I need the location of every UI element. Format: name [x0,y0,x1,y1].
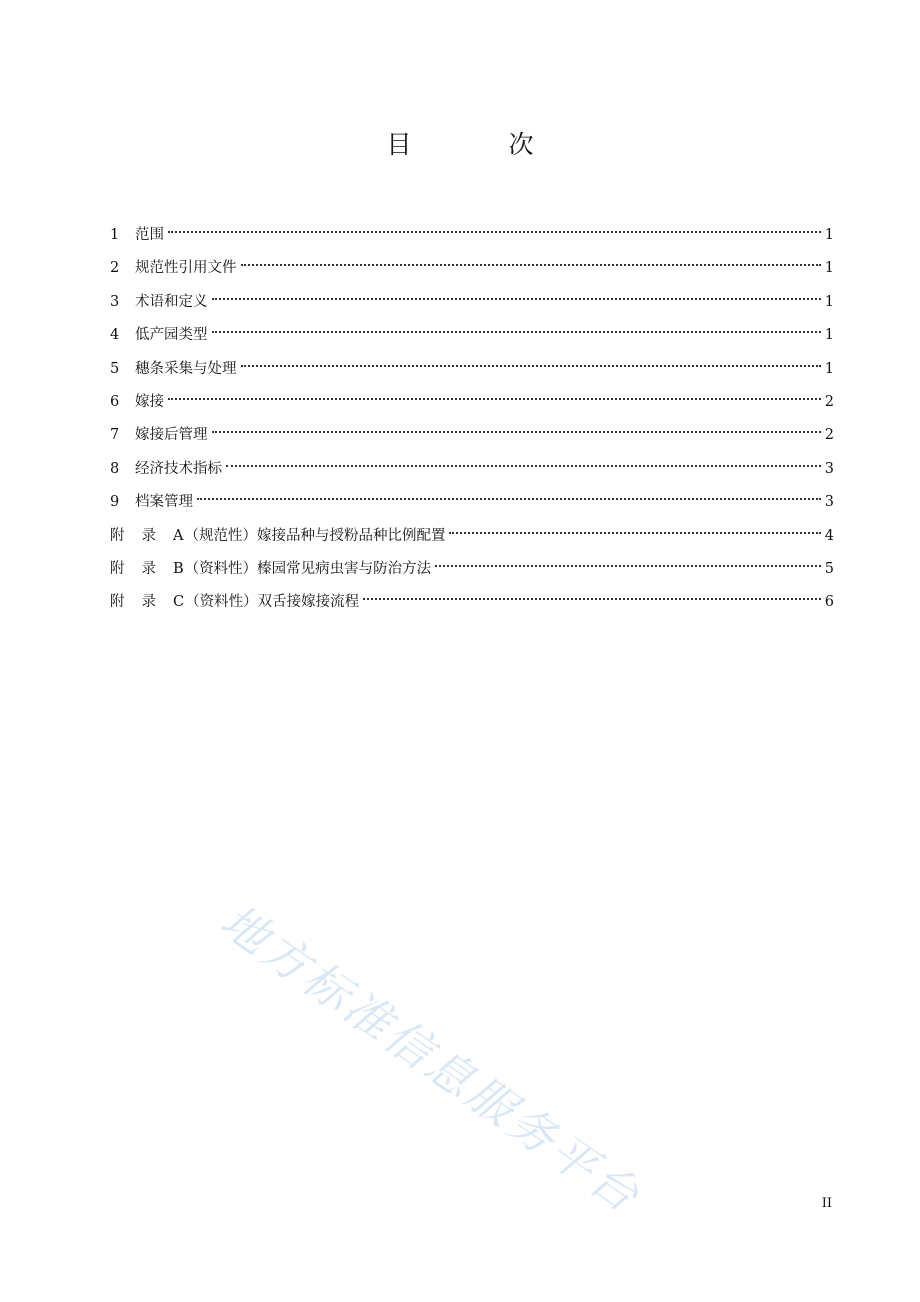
appendix-tag: 附录 [110,527,173,544]
toc-entry-label: 低产园类型 [135,327,208,344]
toc-entry-number: 7 [110,427,120,444]
toc-entry-number: 2 [110,260,120,277]
toc-entry-page: 1 [824,360,834,377]
toc-entry-number: 3 [110,293,120,310]
toc-leader-dots [435,541,821,567]
toc-entry-label: 范围 [135,227,164,243]
toc-entry-label: 嫁接后管理 [135,427,208,444]
toc-entry-label: 经济技术指标 [135,460,222,477]
toc-entry-label: （资料性）榛园常见病虫害与防治方法 [184,560,432,577]
toc-entry-page: 2 [824,427,834,444]
toc-leader-dots [226,441,821,467]
toc-entry-label: 规范性引用文件 [135,260,237,277]
toc-entry-page: 2 [824,393,834,410]
appendix-letter: A [173,527,184,544]
toc-entry-number: 9 [110,494,120,511]
toc-leader-dots [212,274,821,300]
toc-leader-dots [241,341,821,367]
toc-entry-page: 1 [824,293,834,310]
toc-entry-number: 5 [110,360,120,377]
toc-entry-number: 6 [110,393,120,410]
toc-leader-dots [168,374,821,400]
page-number: II [821,1196,832,1211]
table-of-contents [110,213,834,614]
toc-entry-label: 档案管理 [135,494,193,511]
toc-leader-dots [212,407,821,433]
toc-leader-dots [363,574,821,600]
appendix-tag: 附录 [110,560,173,577]
toc-entry-label: （资料性）双舌接嫁接流程 [185,594,360,611]
appendix-letter: B [173,560,184,577]
toc-leader-dots [168,207,821,233]
toc-entry-label: 嫁接 [135,393,164,410]
toc-leader-dots [212,307,821,333]
toc-entry-page: 1 [824,327,834,344]
toc-entry-page: 3 [824,494,834,511]
watermark: 地方标准信息服务平台 [210,893,652,1225]
page-title: 目 次 [386,130,570,159]
toc-entry-label: 术语和定义 [135,293,208,310]
toc-entry-number: 8 [110,460,120,477]
toc-leader-dots [449,508,820,534]
toc-appendix-entry[interactable] [110,580,834,613]
toc-entry-label: （规范性）嫁接品种与授粉品种比例配置 [184,527,446,544]
toc-entry-number: 1 [110,227,120,243]
appendix-letter: C [173,594,185,611]
toc-leader-dots [197,474,821,500]
toc-entry-page: 5 [824,560,834,577]
toc-entry-page: 1 [824,227,834,243]
toc-entry-page: 1 [824,260,834,277]
toc-leader-dots [241,240,821,266]
toc-entry-page: 3 [824,460,834,477]
toc-entry-label: 穗条采集与处理 [135,360,237,377]
toc-entry-number: 4 [110,327,120,344]
toc-entry-page: 6 [824,594,834,611]
toc-entry-page: 4 [824,527,834,544]
appendix-tag: 附录 [110,594,173,611]
